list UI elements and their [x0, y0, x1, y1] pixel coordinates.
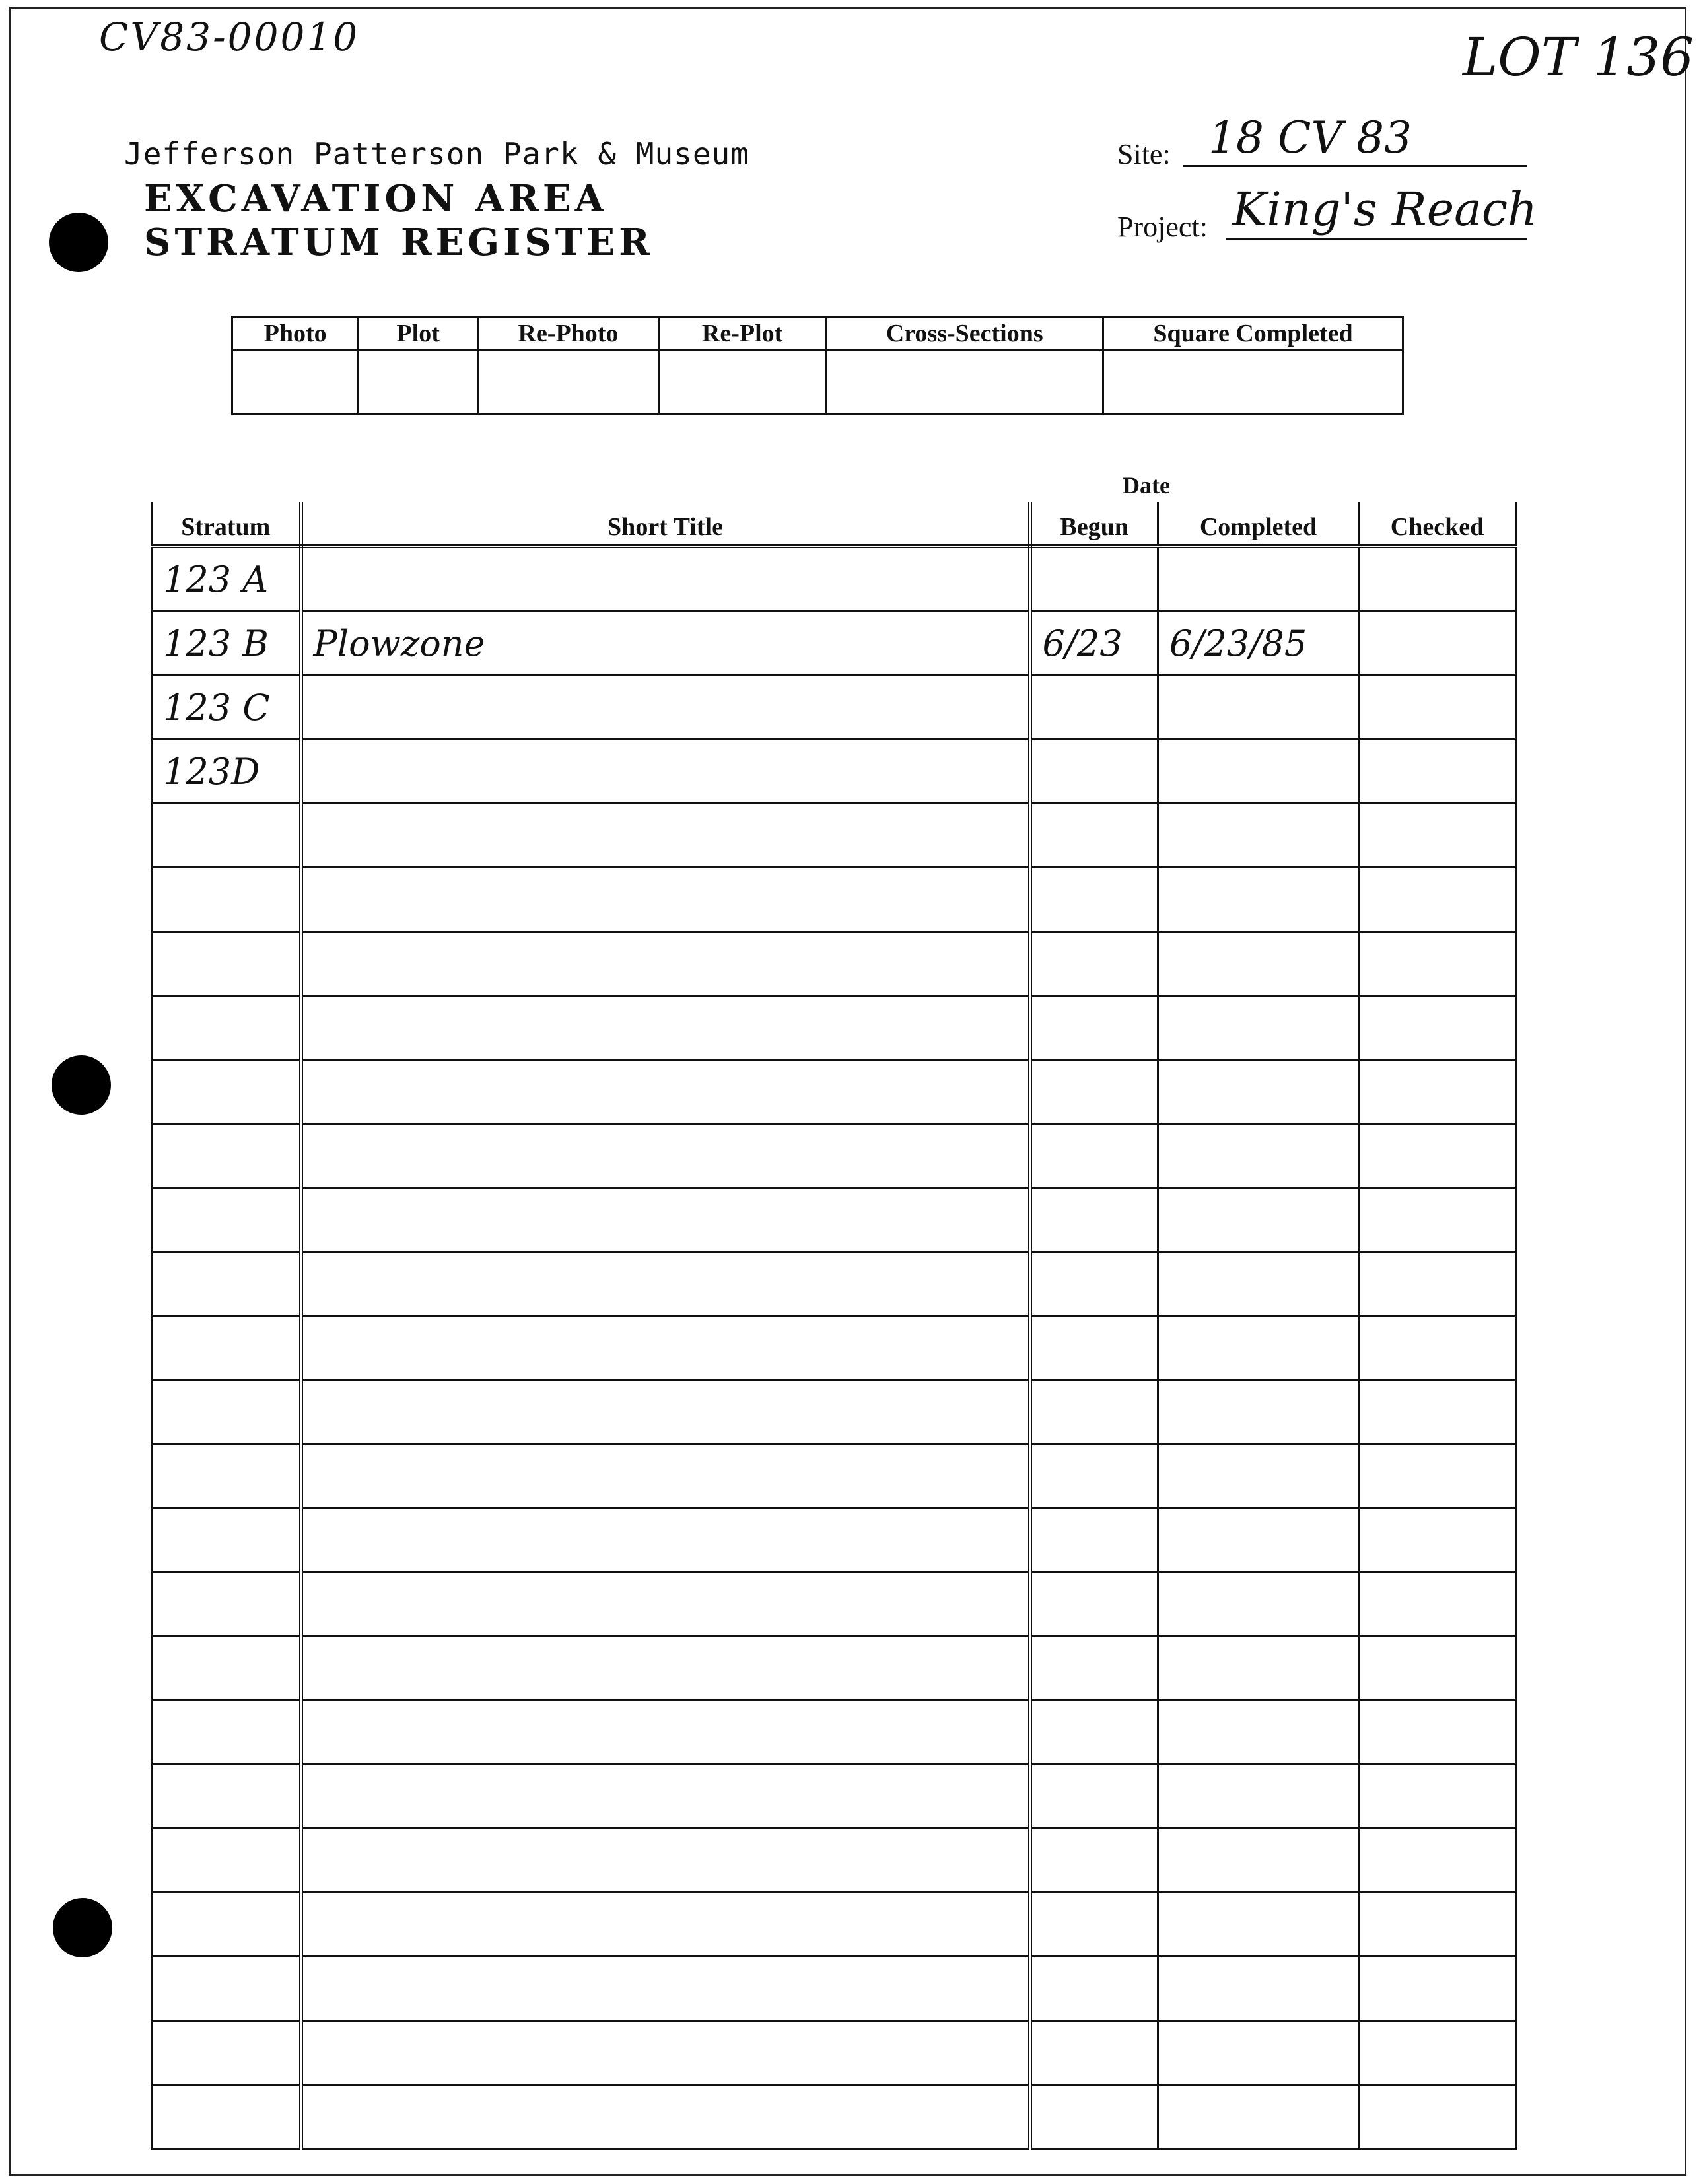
- register-cell-checked[interactable]: [1359, 1572, 1516, 1637]
- register-cell-short-title[interactable]: [301, 1316, 1030, 1380]
- register-cell-stratum[interactable]: [152, 1252, 301, 1316]
- register-cell-completed[interactable]: [1158, 1188, 1359, 1252]
- table-row: [152, 996, 1516, 1060]
- register-cell-begun[interactable]: [1030, 1957, 1158, 2021]
- register-cell-checked[interactable]: [1359, 1957, 1516, 2021]
- register-cell-checked[interactable]: [1359, 1252, 1516, 1316]
- register-cell-begun[interactable]: [1030, 1829, 1158, 1893]
- register-cell-short-title[interactable]: [301, 1701, 1030, 1765]
- site-value[interactable]: 18 CV 83: [1208, 112, 1412, 163]
- form-title: [144, 177, 654, 264]
- register-header-row: [152, 502, 1516, 546]
- register-cell-begun[interactable]: [1030, 996, 1158, 1060]
- register-cell-stratum[interactable]: [152, 2021, 301, 2085]
- status-header-photo: Photo: [232, 317, 359, 351]
- status-cell-re-photo[interactable]: [478, 351, 659, 415]
- register-cell-begun[interactable]: [1030, 546, 1158, 612]
- stratum-register-table: [151, 502, 1517, 2150]
- register-cell-completed[interactable]: [1158, 676, 1359, 740]
- register-header-stratum: Stratum: [152, 502, 301, 546]
- register-cell-completed[interactable]: [1158, 2085, 1359, 2149]
- form-title-line-1: EXCAVATION AREA: [144, 177, 608, 221]
- status-header-re-plot: Re-Plot: [658, 317, 826, 351]
- register-cell-begun[interactable]: [1030, 740, 1158, 804]
- binder-hole-bottom: [53, 1898, 112, 1957]
- table-row: [152, 612, 1516, 676]
- register-cell-completed[interactable]: [1158, 932, 1359, 996]
- register-cell-checked[interactable]: [1359, 996, 1516, 1060]
- table-row: [152, 1893, 1516, 1957]
- table-row: [152, 1444, 1516, 1508]
- register-cell-begun[interactable]: [1030, 2085, 1158, 2149]
- register-cell-short-title[interactable]: [301, 1124, 1030, 1188]
- register-cell-stratum[interactable]: 123D: [152, 740, 301, 804]
- register-cell-begun[interactable]: [1030, 1316, 1158, 1380]
- status-header-square-completed: Square Completed: [1103, 317, 1403, 351]
- register-cell-checked[interactable]: [1359, 1508, 1516, 1572]
- status-header-plot: Plot: [359, 317, 478, 351]
- form-title-line-2: STRATUM REGISTER: [144, 221, 654, 264]
- register-cell-checked[interactable]: [1359, 804, 1516, 868]
- register-cell-completed[interactable]: [1158, 804, 1359, 868]
- binder-hole-middle: [52, 1055, 111, 1115]
- register-cell-stratum[interactable]: [152, 1316, 301, 1380]
- register-cell-short-title[interactable]: [301, 932, 1030, 996]
- register-cell-short-title[interactable]: [301, 1765, 1030, 1829]
- register-cell-completed[interactable]: [1158, 1316, 1359, 1380]
- register-cell-completed[interactable]: [1158, 868, 1359, 932]
- register-cell-completed[interactable]: [1158, 1508, 1359, 1572]
- register-cell-short-title[interactable]: Plowzone: [301, 612, 1030, 676]
- register-header-short-title: Short Title: [301, 502, 1030, 546]
- table-row: [152, 546, 1516, 612]
- register-cell-completed[interactable]: [1158, 1701, 1359, 1765]
- table-row: [152, 1637, 1516, 1701]
- register-cell-begun[interactable]: [1030, 1188, 1158, 1252]
- register-cell-short-title[interactable]: [301, 1060, 1030, 1124]
- register-cell-completed[interactable]: [1158, 1765, 1359, 1829]
- table-row: [152, 2085, 1516, 2149]
- status-table: [231, 316, 1404, 415]
- register-cell-checked[interactable]: [1359, 1060, 1516, 1124]
- table-row: [152, 1060, 1516, 1124]
- register-cell-begun[interactable]: [1030, 1380, 1158, 1444]
- register-cell-begun[interactable]: [1030, 932, 1158, 996]
- register-cell-stratum[interactable]: [152, 932, 301, 996]
- table-row: [152, 2021, 1516, 2085]
- register-header-completed: Completed: [1158, 502, 1359, 546]
- register-cell-begun[interactable]: [1030, 676, 1158, 740]
- table-row: [152, 1957, 1516, 2021]
- register-cell-stratum[interactable]: [152, 1572, 301, 1637]
- register-cell-completed[interactable]: [1158, 1124, 1359, 1188]
- status-cell-square-completed[interactable]: [1103, 351, 1403, 415]
- register-cell-begun[interactable]: [1030, 804, 1158, 868]
- register-cell-stratum[interactable]: [152, 1124, 301, 1188]
- register-cell-stratum[interactable]: [152, 1957, 301, 2021]
- register-cell-checked[interactable]: [1359, 676, 1516, 740]
- table-row: [152, 1508, 1516, 1572]
- register-cell-completed[interactable]: [1158, 1380, 1359, 1444]
- register-cell-stratum[interactable]: 123 A: [152, 546, 301, 612]
- register-cell-completed[interactable]: [1158, 1060, 1359, 1124]
- register-cell-short-title[interactable]: [301, 2085, 1030, 2149]
- register-cell-checked[interactable]: [1359, 612, 1516, 676]
- register-cell-begun[interactable]: [1030, 2021, 1158, 2085]
- register-cell-begun[interactable]: [1030, 1508, 1158, 1572]
- register-cell-checked[interactable]: [1359, 1765, 1516, 1829]
- register-cell-short-title[interactable]: [301, 1444, 1030, 1508]
- status-cell-plot[interactable]: [359, 351, 478, 415]
- register-cell-short-title[interactable]: [301, 996, 1030, 1060]
- register-cell-completed[interactable]: [1158, 1893, 1359, 1957]
- document-code: CV83-00010: [99, 15, 360, 59]
- site-label: Site:: [1117, 138, 1171, 170]
- register-cell-checked[interactable]: [1359, 1188, 1516, 1252]
- register-cell-checked[interactable]: [1359, 1829, 1516, 1893]
- site-underline: [1183, 165, 1527, 167]
- table-row: [152, 1829, 1516, 1893]
- register-cell-checked[interactable]: [1359, 1637, 1516, 1701]
- register-cell-checked[interactable]: [1359, 868, 1516, 932]
- register-cell-stratum[interactable]: [152, 1508, 301, 1572]
- register-cell-completed[interactable]: [1158, 1957, 1359, 2021]
- register-cell-begun[interactable]: [1030, 1637, 1158, 1701]
- register-cell-begun[interactable]: [1030, 1893, 1158, 1957]
- register-cell-completed[interactable]: [1158, 1829, 1359, 1893]
- table-row: [152, 1572, 1516, 1637]
- date-group-label: Date: [1123, 472, 1170, 499]
- status-header-row: [232, 317, 1403, 351]
- register-cell-begun[interactable]: [1030, 1444, 1158, 1508]
- table-row: [152, 804, 1516, 868]
- register-cell-stratum[interactable]: [152, 1188, 301, 1252]
- register-cell-completed[interactable]: [1158, 1572, 1359, 1637]
- table-row: [152, 676, 1516, 740]
- register-cell-checked[interactable]: [1359, 2085, 1516, 2149]
- register-cell-short-title[interactable]: [301, 740, 1030, 804]
- register-header-checked: Checked: [1359, 502, 1516, 546]
- register-cell-short-title[interactable]: [301, 1508, 1030, 1572]
- table-row: [152, 932, 1516, 996]
- table-row: [152, 1188, 1516, 1252]
- register-cell-begun[interactable]: [1030, 868, 1158, 932]
- register-body: [152, 546, 1516, 2149]
- status-cell-photo[interactable]: [232, 351, 359, 415]
- register-cell-checked[interactable]: [1359, 1701, 1516, 1765]
- table-row: [152, 740, 1516, 804]
- table-row: [152, 1701, 1516, 1765]
- register-cell-begun[interactable]: 6/23: [1030, 612, 1158, 676]
- table-row: [152, 1765, 1516, 1829]
- register-cell-short-title[interactable]: [301, 676, 1030, 740]
- register-cell-short-title[interactable]: [301, 868, 1030, 932]
- register-cell-checked[interactable]: [1359, 1124, 1516, 1188]
- table-row: [152, 868, 1516, 932]
- register-cell-short-title[interactable]: [301, 2021, 1030, 2085]
- register-cell-stratum[interactable]: [152, 1701, 301, 1765]
- status-value-row: [232, 351, 1403, 415]
- register-cell-completed[interactable]: [1158, 1637, 1359, 1701]
- register-cell-checked[interactable]: [1359, 1316, 1516, 1380]
- register-cell-checked[interactable]: [1359, 740, 1516, 804]
- register-cell-completed[interactable]: [1158, 1252, 1359, 1316]
- register-cell-completed[interactable]: [1158, 1444, 1359, 1508]
- table-row: [152, 1316, 1516, 1380]
- register-cell-completed[interactable]: 6/23/85: [1158, 612, 1359, 676]
- lot-number: LOT 136: [1463, 26, 1694, 88]
- register-cell-stratum[interactable]: 123 B: [152, 612, 301, 676]
- register-cell-stratum[interactable]: [152, 1444, 301, 1508]
- register-cell-short-title[interactable]: [301, 1572, 1030, 1637]
- project-value[interactable]: King's Reach: [1232, 182, 1538, 236]
- register-cell-begun[interactable]: [1030, 1124, 1158, 1188]
- status-header-re-photo: Re-Photo: [478, 317, 659, 351]
- register-cell-short-title[interactable]: [301, 1188, 1030, 1252]
- register-cell-short-title[interactable]: [301, 1637, 1030, 1701]
- register-cell-stratum[interactable]: [152, 1637, 301, 1701]
- project-underline: [1226, 238, 1527, 240]
- register-cell-stratum[interactable]: [152, 2085, 301, 2149]
- register-cell-completed[interactable]: [1158, 996, 1359, 1060]
- register-cell-stratum[interactable]: [152, 1060, 301, 1124]
- register-cell-stratum[interactable]: [152, 1765, 301, 1829]
- register-cell-stratum[interactable]: [152, 1380, 301, 1444]
- table-row: [152, 1252, 1516, 1316]
- status-cell-re-plot[interactable]: [658, 351, 826, 415]
- binder-hole-top: [49, 213, 108, 272]
- institution-name: Jefferson Patterson Park & Museum: [124, 136, 749, 172]
- register-cell-short-title[interactable]: [301, 804, 1030, 868]
- register-cell-completed[interactable]: [1158, 546, 1359, 612]
- register-cell-stratum[interactable]: [152, 996, 301, 1060]
- register-cell-checked[interactable]: [1359, 932, 1516, 996]
- register-cell-begun[interactable]: [1030, 1572, 1158, 1637]
- register-cell-short-title[interactable]: [301, 1893, 1030, 1957]
- register-cell-checked[interactable]: [1359, 546, 1516, 612]
- register-cell-short-title[interactable]: [301, 1380, 1030, 1444]
- register-cell-checked[interactable]: [1359, 1444, 1516, 1508]
- table-row: [152, 1124, 1516, 1188]
- register-header-begun: Begun: [1030, 502, 1158, 546]
- register-cell-begun[interactable]: [1030, 1701, 1158, 1765]
- register-cell-stratum[interactable]: [152, 868, 301, 932]
- project-label: Project:: [1117, 211, 1208, 243]
- register-cell-begun[interactable]: [1030, 1765, 1158, 1829]
- register-cell-completed[interactable]: [1158, 740, 1359, 804]
- register-cell-begun[interactable]: [1030, 1252, 1158, 1316]
- register-cell-stratum[interactable]: [152, 1893, 301, 1957]
- register-cell-short-title[interactable]: [301, 1957, 1030, 2021]
- register-cell-short-title[interactable]: [301, 1252, 1030, 1316]
- register-cell-short-title[interactable]: [301, 1829, 1030, 1893]
- table-row: [152, 1380, 1516, 1444]
- register-cell-checked[interactable]: [1359, 1893, 1516, 1957]
- register-cell-checked[interactable]: [1359, 2021, 1516, 2085]
- register-cell-stratum[interactable]: [152, 804, 301, 868]
- register-cell-stratum[interactable]: [152, 1829, 301, 1893]
- register-cell-completed[interactable]: [1158, 2021, 1359, 2085]
- register-cell-short-title[interactable]: [301, 546, 1030, 612]
- status-header-cross-sections: Cross-Sections: [826, 317, 1103, 351]
- status-cell-cross-sections[interactable]: [826, 351, 1103, 415]
- register-cell-checked[interactable]: [1359, 1380, 1516, 1444]
- register-cell-begun[interactable]: [1030, 1060, 1158, 1124]
- register-cell-stratum[interactable]: 123 C: [152, 676, 301, 740]
